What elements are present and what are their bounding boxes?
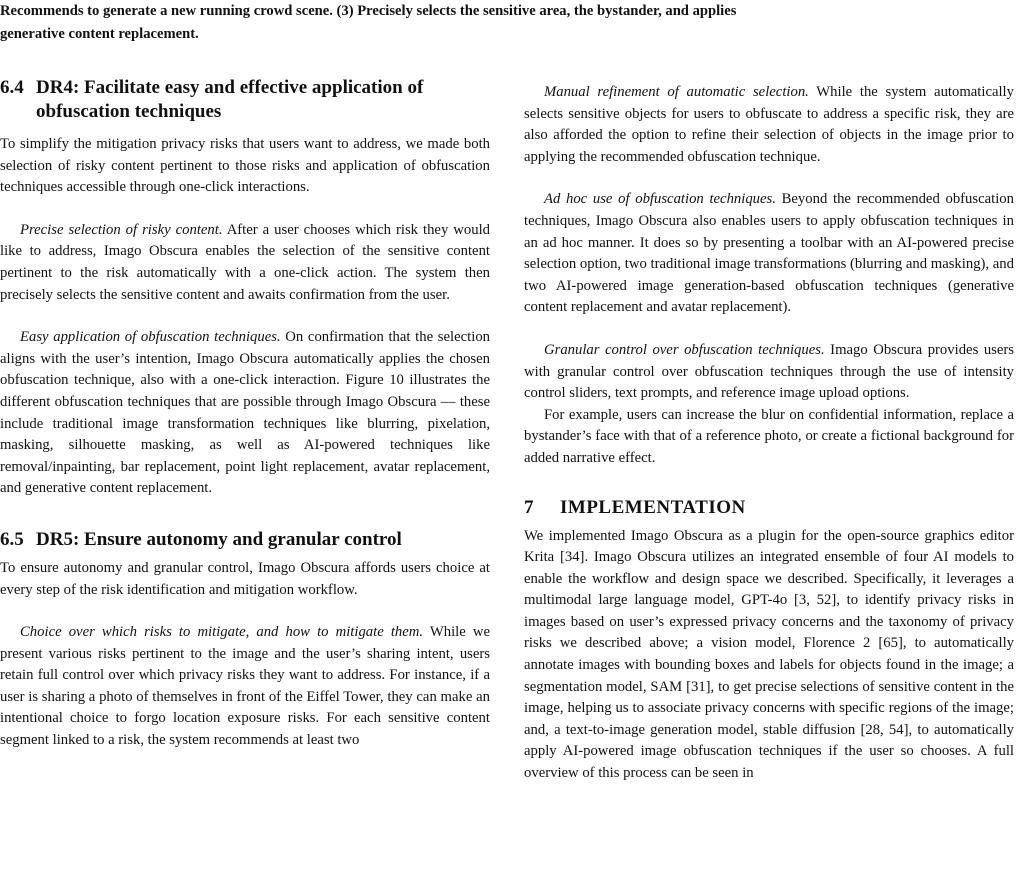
- paragraph: [0, 327, 490, 500]
- paragraph-body: Beyond the recommended obfuscation techniques, Imago Obscura also enables users to apply obfuscation techniques in an ad hoc manner. It does so by presenting a toolbar with an AI-powered precise selection option, two traditional image transformations (blurring and masking), and two AI-powered image generation-based obfuscation techniques (generative content replacement and avatar replacement).: [524, 191, 1014, 316]
- left-column: [0, 76, 490, 752]
- paragraph-lead: Ad hoc use of obfuscation techniques.: [544, 191, 776, 208]
- section-heading-7: [524, 496, 1014, 520]
- paragraph-body: After a user chooses which risk they would like to address, Imago Obscura enables the selection of the sensitive content pertinent to the risk automatically with a one-click action. The system then precisely selects the sensitive content and awaits confirmation from the user.: [0, 221, 490, 303]
- paragraph-lead: Choice over which risks to mitigate, and how to mitigate them.: [20, 624, 424, 641]
- section-heading-6-4: [0, 76, 490, 124]
- paragraph: [524, 189, 1014, 319]
- paragraph-lead: Granular control over obfuscation techniques.: [544, 341, 825, 358]
- paragraph: [524, 340, 1014, 405]
- section-number: 6.4: [0, 77, 24, 98]
- section-title: DR5: Ensure autonomy and granular control: [36, 528, 402, 550]
- paragraph-body: While we present various risks pertinent to the image and the user’s sharing intent, users retain full control over which privacy risks they want to address. For instance, if a user is sharing a photo of themselves in front of the Eiffel Tower, they can make an intentional choice to forgo location exposure risks. For each sensitive content segment linked to a risk, the system recommends at least two: [0, 624, 491, 749]
- paragraph-lead: Precise selection of risky content.: [20, 221, 223, 238]
- section-title: IMPLEMENTATION: [560, 496, 746, 518]
- figure-caption: [0, 0, 1016, 46]
- caption-line-1: Recommends to generate a new running crowd scene. (3) Precisely selects the sensitive area, the bystander, and applies: [0, 3, 737, 19]
- paragraph-body: While the system automatically selects sensitive objects for users to obfuscate to address a specific risk, they are also afforded the option to refine their selection of objects in the image prior to applying the recommended obfuscation technique.: [524, 84, 1014, 165]
- paragraph: [0, 622, 490, 752]
- section-number: 7: [524, 496, 534, 518]
- paragraph: To simplify the mitigation privacy risks that users want to address, we made both selection of risky content pertinent to those risks and application of obfuscation techniques accessible through one-click interactions.: [0, 136, 490, 196]
- paragraph-body: Imago Obscura provides users with granular control over obfuscation techniques through the use of intensity control sliders, text prompts, and reference image upload options.: [524, 341, 1015, 402]
- paragraph: To ensure autonomy and granular control, Imago Obscura affords users choice at every step of the risk identification and mitigation workflow.: [0, 559, 490, 598]
- section-title: DR4: Facilitate easy and effective application of obfuscation techniques: [36, 77, 424, 122]
- paragraph: We implemented Imago Obscura as a plugin for the open-source graphics editor Krita [34]. Imago Obscura utilizes an integrated ensemble of four AI models to enable the workflow and design space we described. Specifically, it leverages a multimodal large language model, GPT-4o [3, 52], to identify privacy risks in images based on user’s expressed privacy concerns and the taxonomy of privacy risks we described above; a vision model, Florence 2 [65], to automatically annotate images with bounding boxes and labels for objects found in the image; a segmentation model, SAM [31], to get precise selections of sensitive content in the image, helping us to associate privacy concerns with specific regions of the image; and, a text-to-image generation model, stable diffusion [28, 54], to automatically apply AI-powered image obfuscation techniques if the user so chooses. A full overview of this process can be seen in: [524, 527, 1014, 782]
- paragraph-body: On confirmation that the selection aligns with the user’s intention, Imago Obscura automatically applies the chosen obfuscation technique, also with a one-click interaction. Figure 10 illustrates the different obfuscation techniques that are possible through Imago Obscura — these include traditional image transformation techniques like blurring, pixelation, masking, silhouette masking, as well as AI-powered techniques like removal/inpainting, bar replacement, point light replacement, avatar replacement, and generative content replacement.: [0, 329, 491, 497]
- paragraph-lead: Easy application of obfuscation techniques.: [20, 329, 281, 346]
- caption-line-2: generative content replacement.: [0, 26, 199, 42]
- paragraph: For example, users can increase the blur on confidential information, replace a bystander’s face with that of a reference photo, or create a fictional background for added narrative effect.: [524, 406, 1014, 466]
- section-number: 6.5: [0, 528, 24, 550]
- paragraph-lead: Manual refinement of automatic selection.: [544, 84, 809, 100]
- paragraph: [0, 220, 490, 306]
- right-column: [524, 82, 1014, 785]
- section-heading-6-5: [0, 528, 490, 552]
- paragraph: [524, 82, 1014, 168]
